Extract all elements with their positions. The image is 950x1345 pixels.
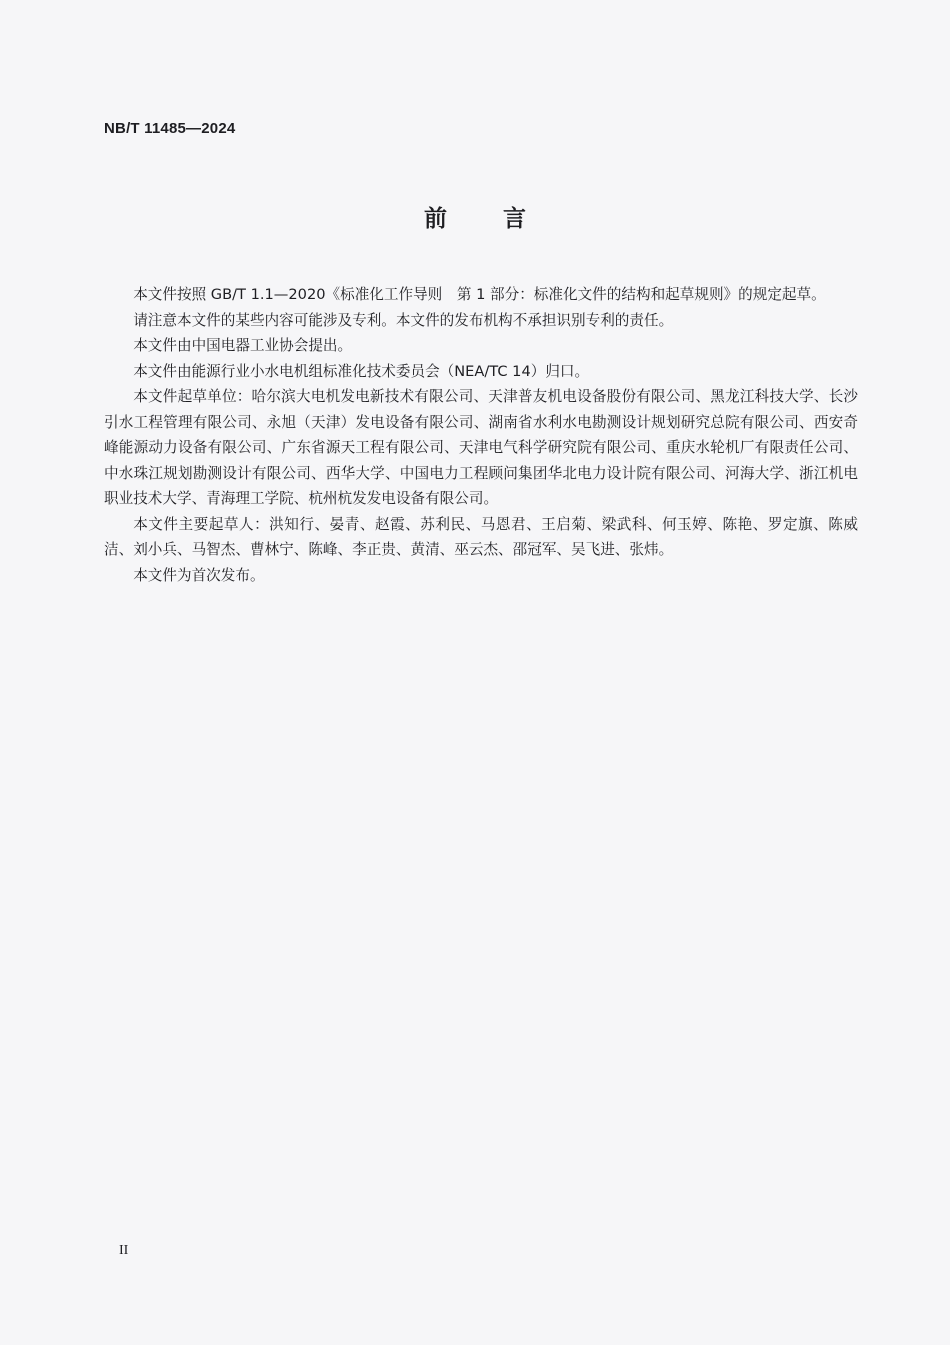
page-title: 前言 bbox=[424, 206, 582, 232]
paragraph-drafting-rules: 本文件按照 GB/T 1.1—2020《标准化工作导则 第 1 部分：标准化文件的结构和起草规则》的规定起草。 bbox=[133, 286, 826, 303]
paragraph-proposer: 本文件由中国电器工业协会提出。 bbox=[133, 337, 353, 354]
paragraph-first-release: 本文件为首次发布。 bbox=[133, 566, 265, 584]
paragraph-centralized: 本文件由能源行业小水电机组标准化技术委员会（NEA/TC 14）归口。 bbox=[133, 362, 590, 380]
document-id: NB/T 11485—2024 bbox=[104, 120, 236, 137]
paragraph-drafting-units: 本文件起草单位：哈尔滨大电机发电新技术有限公司、天津普友机电设备股份有限公司、黑龙江科技大学、长沙引水工程管理有限公司、永旭（天津）发电设备有限公司、湖南省水利水电勘测设计规划研究总院有限公司、西安奇峰能源动力设备有限公司、广东省源天工程有限公司、天津电气科学研究院有限公司、重庆水轮机厂有限责任公司、中水珠江规划勘测设计有限公司、西华大学、中国电力工程顾问集团华北电力设计院有限公司、河海大学、浙江机电职业技术大学、青海理工学院、杭州杭发发电设备有限公司。 bbox=[104, 388, 858, 507]
paragraph-patent-notice: 请注意本文件的某些内容可能涉及专利。本文件的发布机构不承担识别专利的责任。 bbox=[133, 311, 674, 329]
paragraph-drafters: 本文件主要起草人：洪知行、晏青、赵霞、苏利民、马恩君、王启菊、梁武科、何玉婷、陈艳、罗定旗、陈威洁、刘小兵、马智杰、曹林宁、陈峰、李正贵、黄清、巫云杰、邵冠军、吴飞进、张炜。 bbox=[104, 515, 858, 558]
foreword-body bbox=[104, 282, 858, 588]
page-number: II bbox=[119, 1243, 129, 1258]
